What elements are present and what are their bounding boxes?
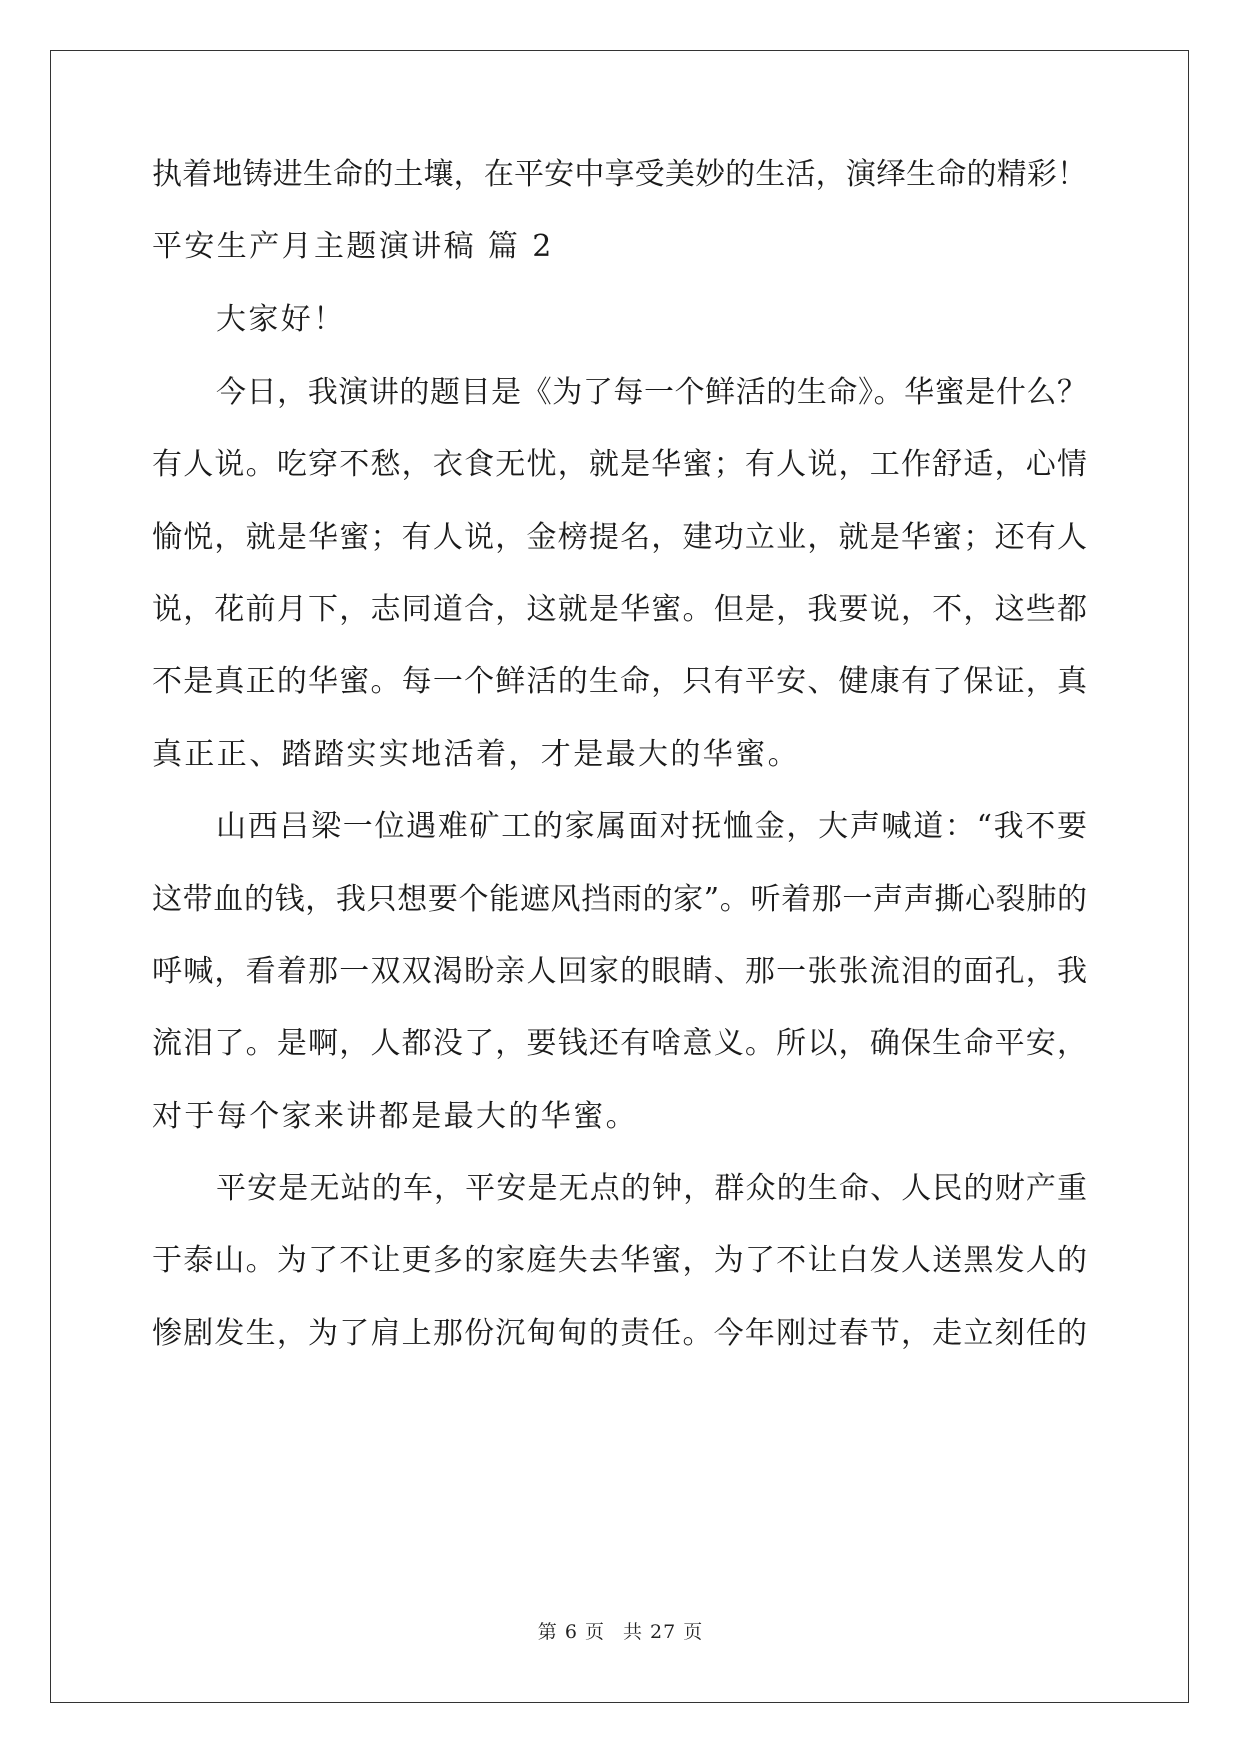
- paragraph-line: 今日，我演讲的题目是《为了每一个鲜活的生命》。华蜜是什么？: [216, 375, 1087, 410]
- paragraph-line: 于泰山。为了不让更多的家庭失去华蜜，为了不让白发人送黑发人的: [152, 1243, 1087, 1278]
- paragraph-line: 不是真正的华蜜。每一个鲜活的生命，只有平安、健康有了保证，真: [152, 664, 1087, 699]
- paragraph-line: 说，花前月下，志同道合，这就是华蜜。但是，我要说，不，这些都: [152, 592, 1087, 627]
- paragraph-line: 惨剧发生，为了肩上那份沉甸甸的责任。今年刚过春节，走立刻任的: [152, 1316, 1087, 1351]
- page-border: [50, 50, 1189, 1703]
- paragraph-line: 对于每个家来讲都是最大的华蜜。: [152, 1099, 638, 1134]
- paragraph-line: 真正正、踏踏实实地活着，才是最大的华蜜。: [152, 737, 800, 772]
- paragraph-line: 愉悦，就是华蜜；有人说，金榜提名，建功立业，就是华蜜；还有人: [152, 520, 1087, 555]
- paragraph-line: 呼喊，看着那一双双渴盼亲人回家的眼睛、那一张张流泪的面孔，我: [152, 954, 1087, 989]
- page-number: 第 6 页: [537, 1621, 605, 1643]
- greeting-line: 大家好！: [216, 302, 346, 337]
- section-heading: 平安生产月主题演讲稿 篇 2: [152, 229, 554, 264]
- paragraph-line: 这带血的钱，我只想要个能遮风挡雨的家”。听着那一声声撕心裂肺的: [152, 882, 1087, 917]
- paragraph-line: 流泪了。是啊，人都没了，要钱还有啥意义。所以，确保生命平安，: [152, 1026, 1087, 1061]
- paragraph-line: 平安是无站的车，平安是无点的钟，群众的生命、人民的财产重: [216, 1171, 1087, 1206]
- paragraph-line: 有人说。吃穿不愁，衣食无忧，就是华蜜；有人说，工作舒适，心情: [152, 447, 1087, 482]
- paragraph-line: 山西吕梁一位遇难矿工的家属面对抚恤金，大声喊道：“我不要: [216, 809, 1087, 844]
- paragraph-line: 执着地铸进生命的土壤，在平安中享受美妙的生活，演绎生命的精彩！: [152, 157, 1087, 192]
- page-total: 共 27 页: [622, 1621, 704, 1643]
- page-footer: [0, 1620, 1241, 1644]
